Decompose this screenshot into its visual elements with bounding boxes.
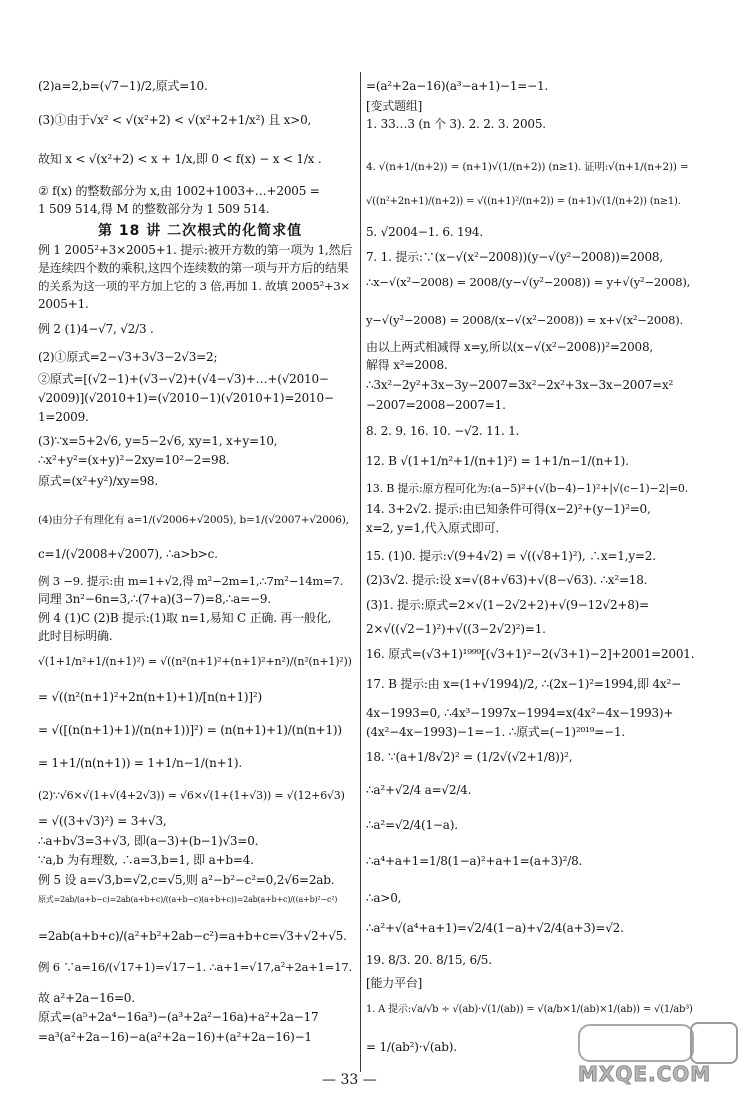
left-text-line: (2)①原式=2−√3+3√3−2√3=2; bbox=[38, 350, 218, 364]
left-text-line: 1=2009. bbox=[38, 410, 89, 424]
left-text-line: = √([(n(n+1)+1)/(n(n+1))]²) = (n(n+1)+1)/(n(n+1)) bbox=[38, 723, 342, 737]
right-text-line: y−√(y²−2008) = 2008/(x−√(x²−2008)) = x+√(x²−2008). bbox=[366, 313, 683, 327]
column-divider bbox=[360, 72, 361, 1072]
left-text-line: 例 6 ∵a=16/(√17+1)=√17−1. ∴a+1=√17,a²+2a+1=17. bbox=[38, 960, 352, 974]
right-text-line: 由以上两式相减得 x=y,所以(x−√(x²−2008))²=2008, bbox=[366, 340, 654, 354]
right-text-line: 4. √(n+1/(n+2)) = (n+1)√(1/(n+2)) (n≥1). 证明:√(n+1/(n+2)) = bbox=[366, 161, 689, 173]
page-number: — 33 — bbox=[322, 1072, 377, 1088]
right-text-line: 12. B √(1+1/n²+1/(n+1)²) = 1+1/n−1/(n+1). bbox=[366, 454, 629, 468]
right-text-line: = 1/(ab²)·√(ab). bbox=[366, 1040, 457, 1054]
right-text-line: (2)3√2. 提示:设 x=√(8+√63)+√(8−√63). ∴x²=18. bbox=[366, 573, 648, 587]
left-text-line: = 1+1/(n(n+1)) = 1+1/n−1/(n+1). bbox=[38, 756, 243, 770]
right-text-line: √((n²+2n+1)/(n+2)) = √((n+1)²/(n+2)) = (n+1)√(1/(n+2)) (n≥1). bbox=[366, 196, 681, 207]
right-text-line: 4x−1993=0, ∴4x³−1997x−1994=x(4x²−4x−1993)+ bbox=[366, 706, 674, 720]
right-text-line: ∴a²+√2/4 a=√2/4. bbox=[366, 783, 472, 797]
left-text-line: 故知 x < √(x²+2) < x + 1/x,即 0 < f(x) − x < 1/x . bbox=[38, 152, 322, 166]
left-text-line: ∴a+b√3=3+√3, 即(a−3)+(b−1)√3=0. bbox=[38, 834, 259, 848]
right-text-line: 19. 8/3. 20. 8/15, 6/5. bbox=[366, 953, 492, 967]
right-text-line: 16. 原式=(√3+1)¹⁹⁹⁹[(√3+1)²−2(√3+1)−2]+2001=2001. bbox=[366, 647, 695, 661]
left-text-line: (2)∵√6×√(1+√(4+2√3)) = √6×√(1+(1+√3)) = √(12+6√3) bbox=[38, 789, 345, 802]
right-text-line: ∴a²=√2/4(1−a). bbox=[366, 818, 458, 832]
left-text-line: 是连续四个数的乘积,这四个连续数的第一项与开方后的结果 bbox=[38, 261, 349, 275]
left-text-line: (3)∵x=5+2√6, y=5−2√6, xy=1, x+y=10, bbox=[38, 434, 278, 448]
right-text-line: 15. (1)0. 提示:√(9+4√2) = √((√8+1)²), ∴x=1,y=2. bbox=[366, 549, 656, 563]
left-text-line: = √((n²(n+1)²+2n(n+1)+1)/[n(n+1)]²) bbox=[38, 690, 262, 704]
right-text-line: 8. 2. 9. 16. 10. −√2. 11. 1. bbox=[366, 424, 520, 438]
left-text-line: (2)a=2,b=(√7−1)/2,原式=10. bbox=[38, 79, 208, 93]
right-text-line: ∴3x²−2y²+3x−3y−2007=3x²−2x²+3x−3x−2007=x² bbox=[366, 378, 674, 392]
left-text-line: = √((3+√3)²) = 3+√3, bbox=[38, 814, 167, 828]
left-text-line: 此时目标明确. bbox=[38, 629, 113, 643]
right-text-line: 7. 1. 提示:∵(x−√(x²−2008))(y−√(y²−2008))=2008, bbox=[366, 250, 663, 264]
right-text-line: 1. 33…3 (n 个 3). 2. 2. 3. 2005. bbox=[366, 117, 546, 131]
left-text-line: 例 2 (1)4−√7, √2/3 . bbox=[38, 322, 154, 336]
watermark-text: MXQE.COM bbox=[578, 1062, 712, 1086]
left-text-line: ∴x²+y²=(x+y)²−2xy=10²−2=98. bbox=[38, 453, 230, 467]
left-text-line: 例 3 −9. 提示:由 m=1+√2,得 m²−2m=1,∴7m²−14m=7. bbox=[38, 574, 344, 588]
right-text-line: 18. ∵(a+1/8√2)² = (1/2√(√2+1/8))², bbox=[366, 750, 573, 764]
left-text-line: =2ab(a+b+c)/(a²+b²+2ab−c²)=a+b+c=√3+√2+√5. bbox=[38, 929, 347, 943]
watermark-logo bbox=[572, 1018, 740, 1092]
right-text-line: ∴a²+√(a⁴+a+1)=√2/4(1−a)+√2/4(a+3)=√2. bbox=[366, 921, 624, 935]
left-text-line: =a³(a²+2a−16)−a(a²+2a−16)+(a²+2a−16)−1 bbox=[38, 1030, 312, 1044]
watermark-graphic bbox=[572, 1018, 740, 1062]
left-text-line: ∵a,b 为有理数, ∴a=3,b=1, 即 a+b=4. bbox=[38, 853, 254, 867]
right-text-line: 解得 x²=2008. bbox=[366, 358, 448, 372]
right-text-line: ∴x−√(x²−2008) = 2008/(y−√(y²−2008)) = y+√(y²−2008), bbox=[366, 275, 691, 289]
left-text-line: 例 1 2005²+3×2005+1. 提示:被开方数的第一项为 1,然后 bbox=[38, 243, 353, 257]
left-text-line: (3)①由于√x² < √(x²+2) < √(x²+2+1/x²) 且 x>0, bbox=[38, 113, 312, 127]
right-text-line: [变式题组] bbox=[366, 99, 423, 113]
right-text-line: ∴a>0, bbox=[366, 891, 402, 905]
right-text-line: x=2, y=1,代入原式即可. bbox=[366, 521, 499, 535]
left-text-line: 例 5 设 a=√3,b=√2,c=√5,则 a²−b²−c²=0,2√6=2ab. bbox=[38, 873, 335, 887]
left-text-line: 原式=(x²+y²)/xy=98. bbox=[38, 474, 158, 488]
lecture-heading: 第 18 讲 二次根式的化简求值 bbox=[98, 223, 303, 239]
left-text-line: c=1/(√2008+√2007), ∴a>b>c. bbox=[38, 547, 218, 561]
right-text-line: 13. B 提示:原方程可化为:(a−5)²+(√(b−4)−1)²+|√(c−1)−2|=0. bbox=[366, 482, 688, 495]
left-text-line: 同理 3n²−6n=3,∴(7+a)(3−7)=8,∴a=−9. bbox=[38, 592, 271, 606]
left-text-line: √2009)](√2010+1)=(√2010−1)(√2010+1)=2010− bbox=[38, 391, 334, 405]
right-text-line: =(a²+2a−16)(a³−a+1)−1=−1. bbox=[366, 79, 549, 93]
right-text-line: 14. 3+2√2. 提示:由已知条件可得(x−2)²+(y−1)²=0, bbox=[366, 502, 651, 516]
right-text-line: (4x²−4x−1993)−1=−1. ∴原式=(−1)²⁰¹⁹=−1. bbox=[366, 725, 626, 739]
left-text-line: ②原式=[(√2−1)+(√3−√2)+(√4−√3)+…+(√2010− bbox=[38, 372, 329, 386]
right-text-line: [能力平台] bbox=[366, 976, 423, 990]
left-text-line: ② f(x) 的整数部分为 x,由 1002+1003+…+2005 = bbox=[38, 184, 320, 198]
right-text-line: (3)1. 提示:原式=2×√(1−2√2+2)+√(9−12√2+8)= bbox=[366, 598, 650, 612]
left-text-line: 原式=2ab/(a+b−c)=2ab(a+b+c)/((a+b−c)(a+b+c))=2ab(a+b+c)/((a+b)²−c²) bbox=[38, 895, 338, 904]
right-text-line: 2×√((√2−1)²)+√((3−2√2)²)=1. bbox=[366, 622, 546, 636]
right-text-line: −2007=2008−2007=1. bbox=[366, 398, 506, 412]
right-text-line: 17. B 提示:由 x=(1+√1994)/2, ∴(2x−1)²=1994,即 4x²− bbox=[366, 677, 681, 691]
left-text-line: 原式=(a⁵+2a⁴−16a³)−(a³+2a²−16a)+a²+2a−17 bbox=[38, 1010, 319, 1024]
right-text-line: 1. A 提示:√a/√b ÷ √(ab)·√(1/(ab)) = √(a/b×1/(ab)×1/(ab)) = √(1/ab³) bbox=[366, 1004, 693, 1015]
left-text-line: 1 509 514,得 M 的整数部分为 1 509 514. bbox=[38, 202, 270, 216]
left-text-line: √(1+1/n²+1/(n+1)²) = √((n²(n+1)²+(n+1)²+n²)/(n²(n+1)²)) bbox=[38, 655, 352, 668]
right-text-line: 5. √2004−1. 6. 194. bbox=[366, 225, 483, 239]
left-text-line: 例 4 (1)C (2)B 提示:(1)取 n=1,易知 C 正确. 再一般化, bbox=[38, 611, 332, 625]
left-text-line: 故 a²+2a−16=0. bbox=[38, 991, 135, 1005]
left-text-line: (4)由分子有理化有 a=1/(√2006+√2005), b=1/(√2007+√2006), bbox=[38, 514, 349, 526]
left-text-line: 2005+1. bbox=[38, 297, 89, 311]
left-text-line: 的关系为这一项的平方加上它的 3 倍,再加 1. 故填 2005²+3× bbox=[38, 279, 350, 293]
right-text-line: ∴a⁴+a+1=1/8(1−a)²+a+1=(a+3)²/8. bbox=[366, 854, 583, 868]
